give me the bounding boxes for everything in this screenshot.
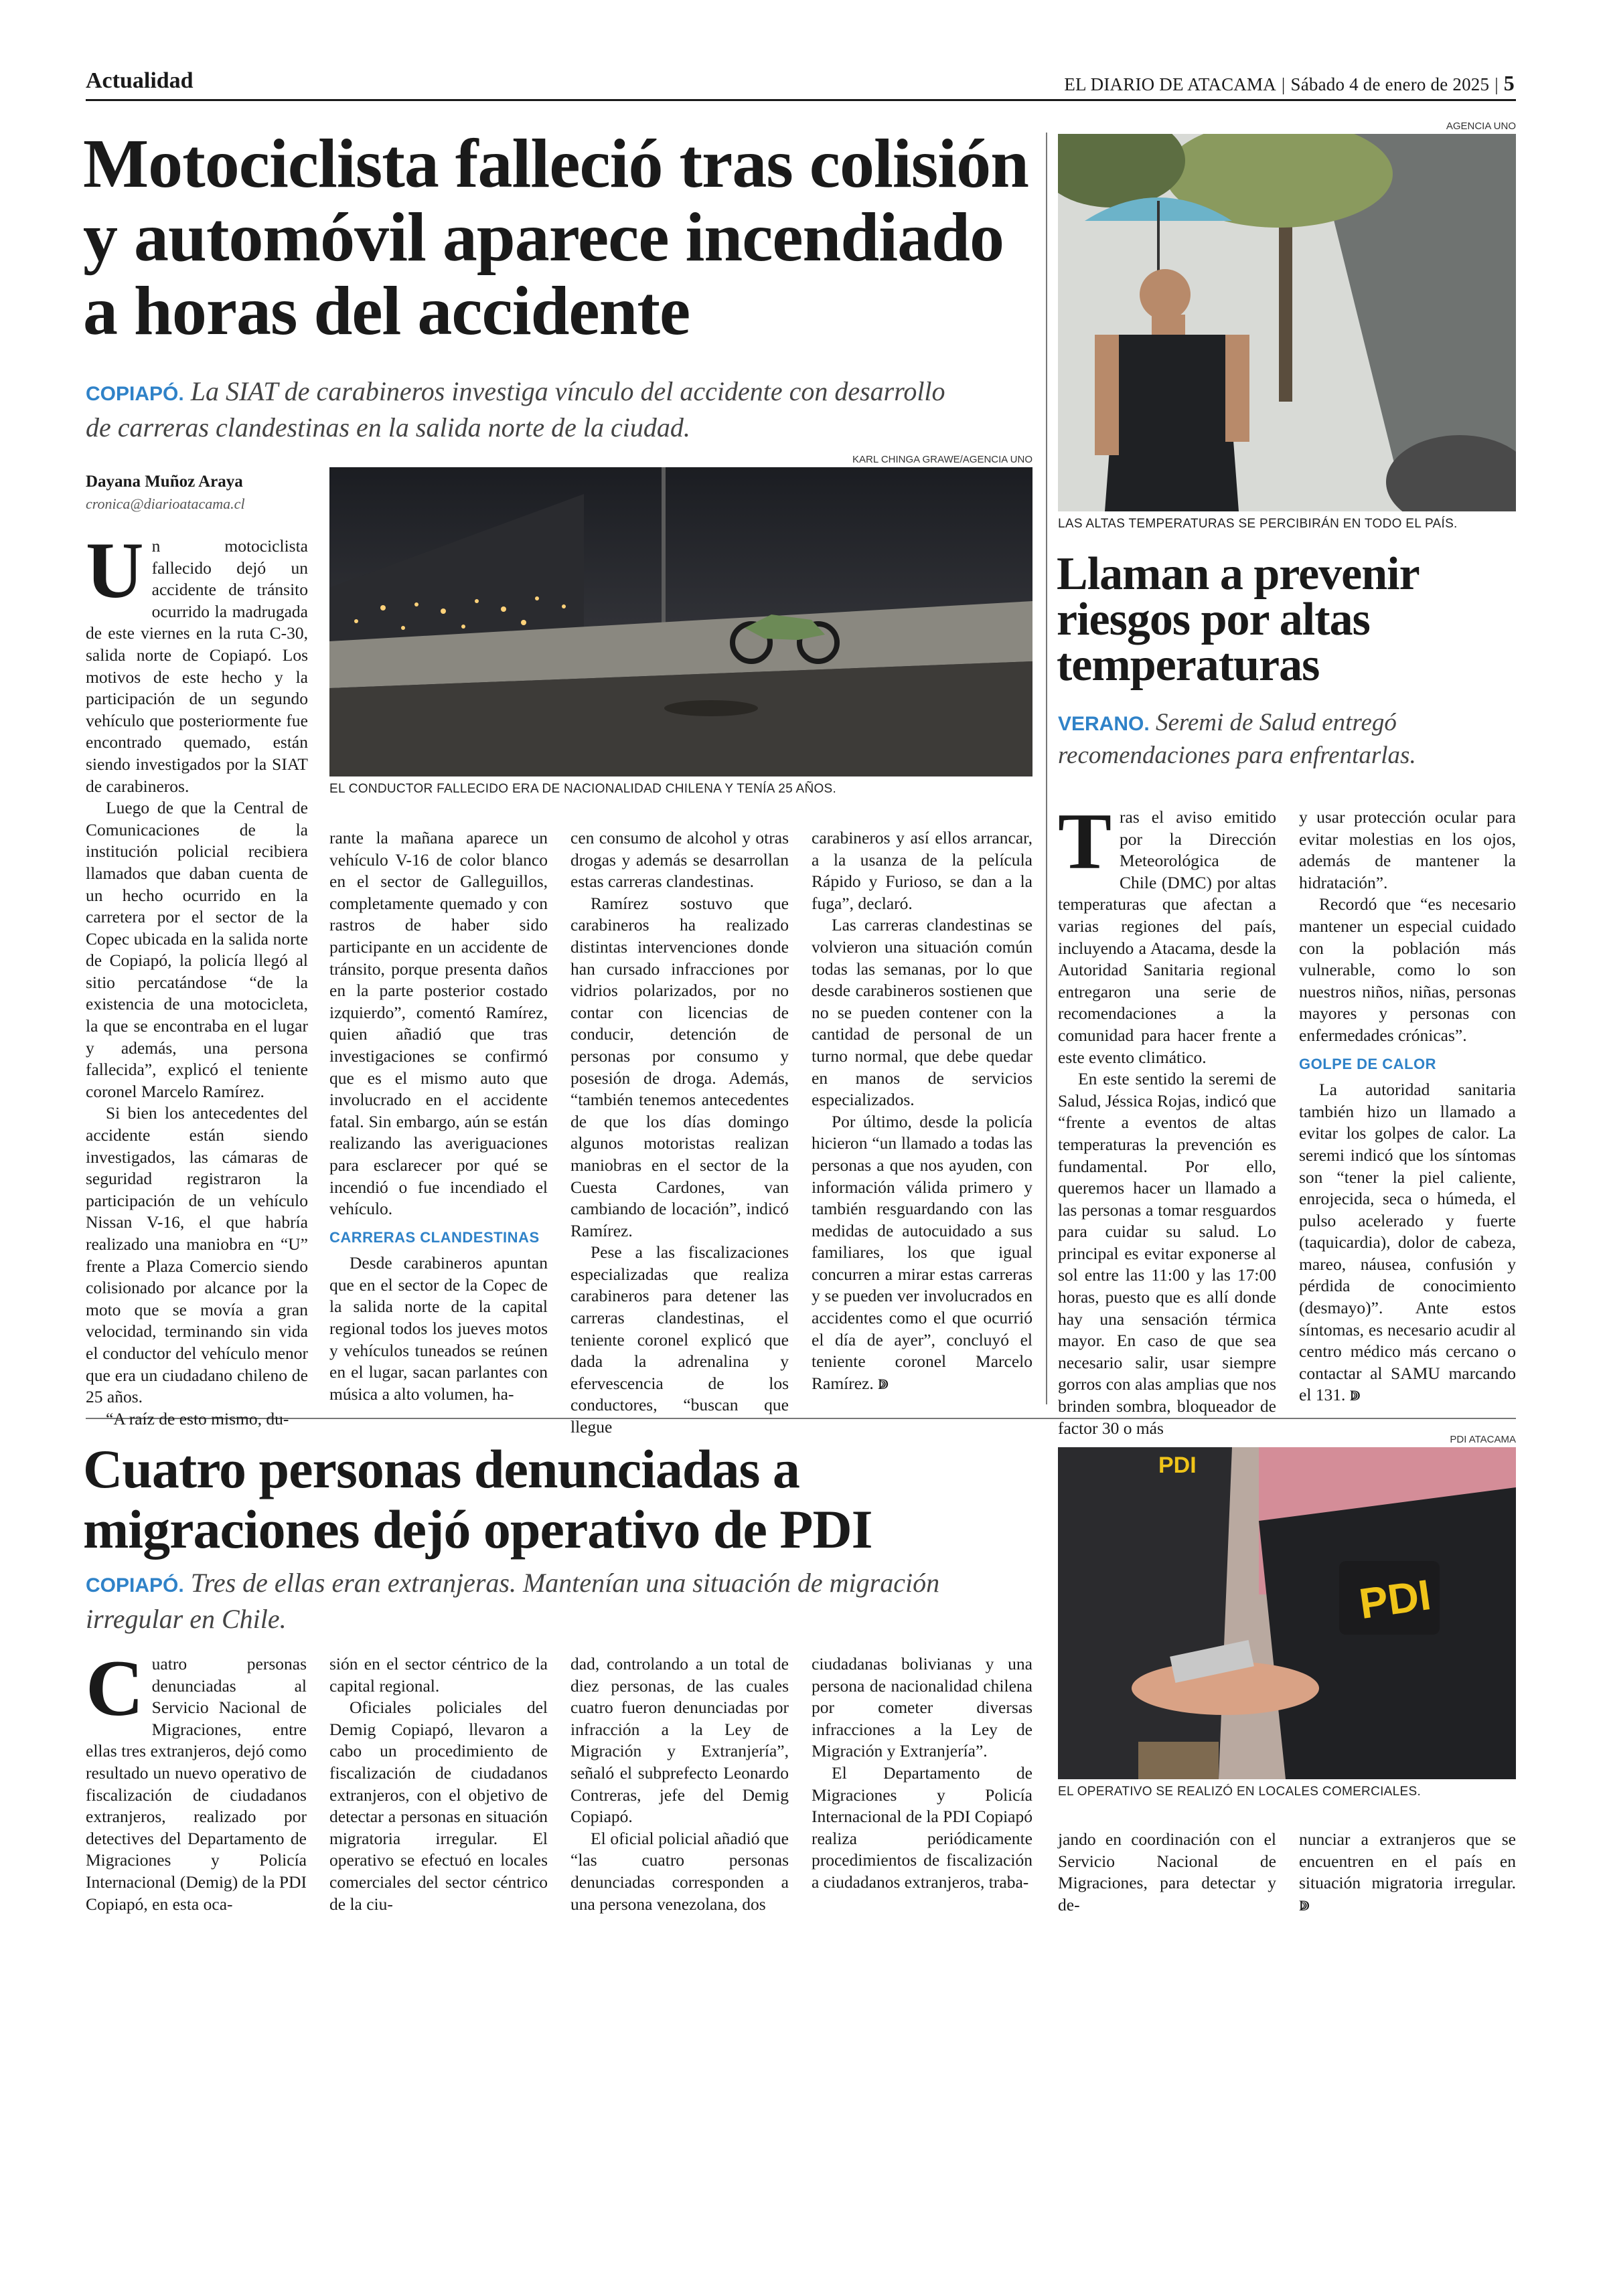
article3-column-5 (1058, 1829, 1276, 1916)
article3-paragraph: El oficial policial añadió que “las cuatro personas denunciadas corresponden a una persona venezolana, dos (570, 1828, 789, 1914)
article2-dropcap: T (1058, 797, 1112, 886)
article3-kicker: COPIAPÓ. (86, 1574, 184, 1596)
article1-headline-line: y automóvil aparece incendiado (83, 199, 1004, 276)
page-number: 5 (1503, 71, 1515, 95)
article3-headline-line: migraciones dejó operativo de PDI (83, 1499, 872, 1560)
article2-column-1 (1058, 797, 1276, 1439)
article1-headline (83, 127, 1028, 348)
article3-deck (86, 1566, 1037, 1636)
article1-column-1 (86, 525, 308, 1430)
article2-photo-credit: AGENCIA UNO (1446, 120, 1516, 132)
article2-paragraph: En este sentido la seremi de Salud, Jéssica Rojas, indicó que “frente a eventos de altas temperaturas la prevención es fundamental. Por ello, queremos hacer un llamado a las personas a tomar resguardos para cuidar su salud. Lo principal es evitar exponerse al sol entre las 11:00 y las 17:00 horas, puesto que es allí donde hay una sensación térmica mayor. En caso de que sea necesario salir, usar siempre gorros con alas amplias que nos brinden sombra, bloqueador de factor 30 o más (1058, 1069, 1276, 1438)
article3-paragraph: Oficiales policiales del Demig Copiapó, llevaron a cabo un procedimiento de fiscalización de ciudadanos extranjeros, con el objetivo de detectar a personas en situación migratoria irregular. El operativo se efectuó en locales comerciales del sector céntrico de la ciu- (329, 1698, 548, 1914)
article1-paragraph: “A raíz de esto mismo, du- (106, 1408, 289, 1428)
article2-headline-line: riesgos por altas (1057, 594, 1370, 645)
newspaper-name: EL DIARIO DE ATACAMA (1064, 74, 1276, 94)
article3-paragraph: El Departamento de Migraciones y Policía Internacional de la PDI Copiapó realiza periódicamente procedimientos de fiscalización a ciudadanos extranjeros, traba- (812, 1762, 1032, 1892)
article1-paragraph: Por último, desde la policía hicieron “un llamado a todas las personas a que nos ayuden, con información válida primero y también resguardando con las medidas de autocuidado a sus familiares, los que igual concurren a mirar estas carreras y se pueden ver involucrados en accidentes como el que ocurrió el día de ayer”, concluyó el teniente coronel Marcelo Ramírez. (812, 1111, 1032, 1393)
article2-subhead: GOLPE DE CALOR (1299, 1055, 1437, 1072)
article1-paragraph: carabineros y así ellos arrancar, a la usanza de la película Rápido y Furioso, se dan a la fuga”, declaró. (812, 828, 1032, 913)
article3-paragraph: nunciar a extranjeros que se encuentren en el país en situación migratoria irregular. (1299, 1829, 1516, 1893)
article1-deck (86, 375, 1037, 444)
byline: Dayana Muñoz Araya (86, 473, 243, 491)
article1-headline-line: Motociclista falleció tras colisión (83, 125, 1028, 202)
article2-paragraph: ras el aviso emitido por la Dirección Meteorológica de Chile (DMC) por altas temperaturas que afectan a varias regiones del país, incluyendo a Atacama, desde la Autoridad Sanitaria regional entregaron una serie de recomendaciones a la comunidad para hacer frente a este evento climático. (1058, 807, 1276, 1067)
article3-column-2 (329, 1653, 548, 1915)
article1-paragraph: Pese a las fiscalizaciones especializadas que realiza carabineros para detener las carreras clandestinas, el teniente coronel explicó que dada la adrenalina y efervescencia de los conductores, “buscan que llegue (570, 1242, 789, 1437)
article2-paragraph: Recordó que “es necesario mantener un especial cuidado con la población más vulnerable, como lo son nuestros niños, niñas, personas mayores y personas con enfermedades crónicas”. (1299, 894, 1516, 1045)
article1-column-2 (329, 827, 548, 1405)
article3-paragraph: jando en coordinación con el Servicio Nacional de Migraciones, para detectar y de- (1058, 1829, 1276, 1914)
article2-headline-line: temperaturas (1057, 639, 1320, 691)
masthead: EL DIARIO DE ATACAMA | Sábado 4 de enero de 2025 | 5 (1064, 71, 1515, 95)
accident-photo (329, 467, 1032, 776)
article2-photo-caption: LAS ALTAS TEMPERATURAS SE PERCIBIRÁN EN TODO EL PAÍS. (1058, 517, 1458, 531)
article2-paragraph: y usar protección ocular para evitar molestias en los ojos, además de mantener la hidratación”. (1299, 807, 1516, 892)
article3-headline-line: Cuatro personas denunciadas a (83, 1439, 799, 1499)
article1-subhead: CARRERAS CLANDESTINAS (329, 1228, 540, 1246)
article1-deck-text: de carreras clandestinas en la salida norte de la ciudad. (86, 412, 690, 442)
article1-paragraph: Si bien los antecedentes del accidente están siendo investigados, las cámaras de seguridad registraron la participación de un vehículo Nissan V-16, el que habría realizado una maniobra en “U” frente a Plaza Comercio siendo colisionado por alcance por la moto que se movía a gran velocidad, terminando sin vida el conductor del vehículo menor que era un ciudadano chileno de 25 años. (86, 1103, 308, 1407)
article1-paragraph: Ramírez sostuvo que carabineros ha realizado distintas intervenciones donde han cursado infracciones por vidrios polarizados, por no contar con licencias de conducir, detención de personas por consumo y posesión de droga. Además, “también tenemos antecedentes de que los días domingo algunos motoristas realizan maniobras en el sector de la Cuesta Cardones, van cambiando de locación”, indicó Ramírez. (570, 893, 789, 1240)
end-mark-icon: ↇ (878, 1376, 889, 1393)
article3-paragraph: sión en el sector céntrico de la capital regional. (329, 1654, 548, 1696)
article2-headline (1057, 548, 1420, 691)
article1-paragraph: Luego de que la Central de Comunicaciones de la institución policial recibiera llamados que daban cuenta de un hecho ocurrido en la carretera por el sector de la Copec ubicada en la salida norte de Copiapó, la policía llegó al sitio percatándose “de la existencia de una motocicleta, la que se encontraba en el lugar y además, una persona fallecida”, explicó el teniente coronel Marcelo Ramírez. (86, 798, 308, 1101)
article1-paragraph: rante la mañana aparece un vehículo V-16 de color blanco en el sector de Galleguillos, completamente quemado y con rastros de haber sido participante en un accidente de tránsito, porque presenta daños en la parte posterior costado izquierdo”, comentó Ramírez, quien añadió que tras investigaciones se confirmó que es el mismo auto que involucrado en el accidente fatal. Sin embargo, aún se están realizando las averiguaciones para esclarecer por qué se incendió o fue incendiado el vehículo. (329, 828, 548, 1219)
vest-label-right: PDI (1356, 1570, 1434, 1629)
article1-kicker: COPIAPÓ. (86, 383, 184, 405)
end-mark-icon: ↇ (1349, 1388, 1361, 1405)
article2-headline-line: Llaman a prevenir (1057, 548, 1420, 600)
article3-column-6 (1299, 1829, 1516, 1917)
article3-paragraph: dad, controlando a un total de diez personas, de las cuales cuatro fueron denunciadas por infracción a la Ley de Migración y Extranjería”, señaló el subprefecto Leonardo Contreras, jefe del Demig Copiapó. (570, 1654, 789, 1827)
article1-paragraph: Las carreras clandestinas se volvieron una situación común todas las semanas, por lo que desde carabineros sostienen que no se pueden contener con la cantidad de personal de un turno normal, que debe quedar en manos de servicios especializados. (812, 915, 1032, 1110)
article3-column-3 (570, 1653, 789, 1915)
heat-photo (1058, 134, 1516, 511)
article3-paragraph: ciudadanas bolivianas y una persona de nacionalidad chilena por cometer diversas infracciones a la Ley de Migración y Extranjería”. (812, 1654, 1032, 1761)
article3-column-1 (86, 1643, 307, 1915)
article2-paragraph: La autoridad sanitaria también hizo un llamado a evitar los golpes de calor. La seremi indicó que los síntomas son “tener la piel caliente, enrojecida, seca o húmeda, el pulso acelerado y fuerte (taquicardia), dolor de cabeza, mareo, náusea, confusión y pérdida de conocimiento (desmayo)”. Ante estos síntomas, es necesario acudir al centro médico más cercano o contactar al SAMU marcando el 131. (1299, 1080, 1516, 1405)
article2-deck (1058, 707, 1516, 771)
article1-deck-text: La SIAT de carabineros investiga vínculo del accidente con desarrollo (190, 376, 945, 406)
article3-paragraph: uatro personas denunciadas al Servicio Nacional de Migraciones, entre ellas tres extranjeros, dejó como resultado un nuevo operativo de fiscalización de ciudadanos extranjeros, realizado por detectives del Departamento de Migraciones y Policía Internacional (Demig) de la PDI Copiapó, en esta oca- (86, 1654, 307, 1914)
article1-photo-caption: EL CONDUCTOR FALLECIDO ERA DE NACIONALIDAD CHILENA Y TENÍA 25 AÑOS. (329, 782, 837, 796)
article3-column-4 (812, 1653, 1032, 1894)
article1-headline-line: a horas del accidente (83, 272, 690, 349)
header-rule (86, 99, 1516, 101)
article3-headline (83, 1439, 872, 1560)
article3-deck-text: Tres de ellas eran extranjeras. Mantenían una situación de migración (190, 1568, 940, 1598)
pdi-photo (1058, 1447, 1516, 1779)
article1-paragraph: Desde carabineros apuntan que en el sector de la Copec de la salida norte de la capital regional todos los jueves motos y vehículos tuneados se reúnen en el lugar, sacan parlantes con música a alto volumen, ha- (329, 1253, 548, 1404)
section-label: Actualidad (86, 68, 194, 93)
article1-column-3 (570, 827, 789, 1439)
article2-kicker: VERANO. (1058, 713, 1150, 735)
byline-email: cronica@diarioatacama.cl (86, 495, 245, 512)
article2-column-2 (1299, 807, 1516, 1408)
article1-dropcap: U (86, 525, 144, 614)
article2-deck-text: Seremi de Salud entregó (1155, 709, 1397, 736)
end-mark-icon: ↇ (1299, 1897, 1310, 1914)
article1-paragraph: n motociclista fallecido dejó un accidente de tránsito ocurrido la madrugada de este viernes en la ruta C-30, salida norte de Copiapó. Los motivos de este hecho y la participación de un segundo vehículo que posteriormente fue encontrado quemado, están siendo investigados por la SIAT de carabineros. (86, 536, 308, 796)
article3-dropcap: C (86, 1643, 144, 1732)
article2-deck-text: recomendaciones para enfrentarlas. (1058, 742, 1416, 769)
column-divider (1046, 133, 1047, 1404)
issue-date: Sábado 4 de enero de 2025 (1290, 74, 1490, 94)
article1-photo-credit: KARL CHINGA GRAWE/AGENCIA UNO (852, 454, 1032, 465)
vest-label-left: PDI (1158, 1453, 1197, 1478)
article3-photo-caption: EL OPERATIVO SE REALIZÓ EN LOCALES COMERCIALES. (1058, 1785, 1422, 1799)
article1-column-4 (812, 827, 1032, 1396)
article3-deck-text: irregular en Chile. (86, 1604, 287, 1634)
article3-photo-credit: PDI ATACAMA (1450, 1434, 1516, 1445)
article1-paragraph: cen consumo de alcohol y otras drogas y además se desarrollan estas carreras clandestinas. (570, 828, 789, 892)
